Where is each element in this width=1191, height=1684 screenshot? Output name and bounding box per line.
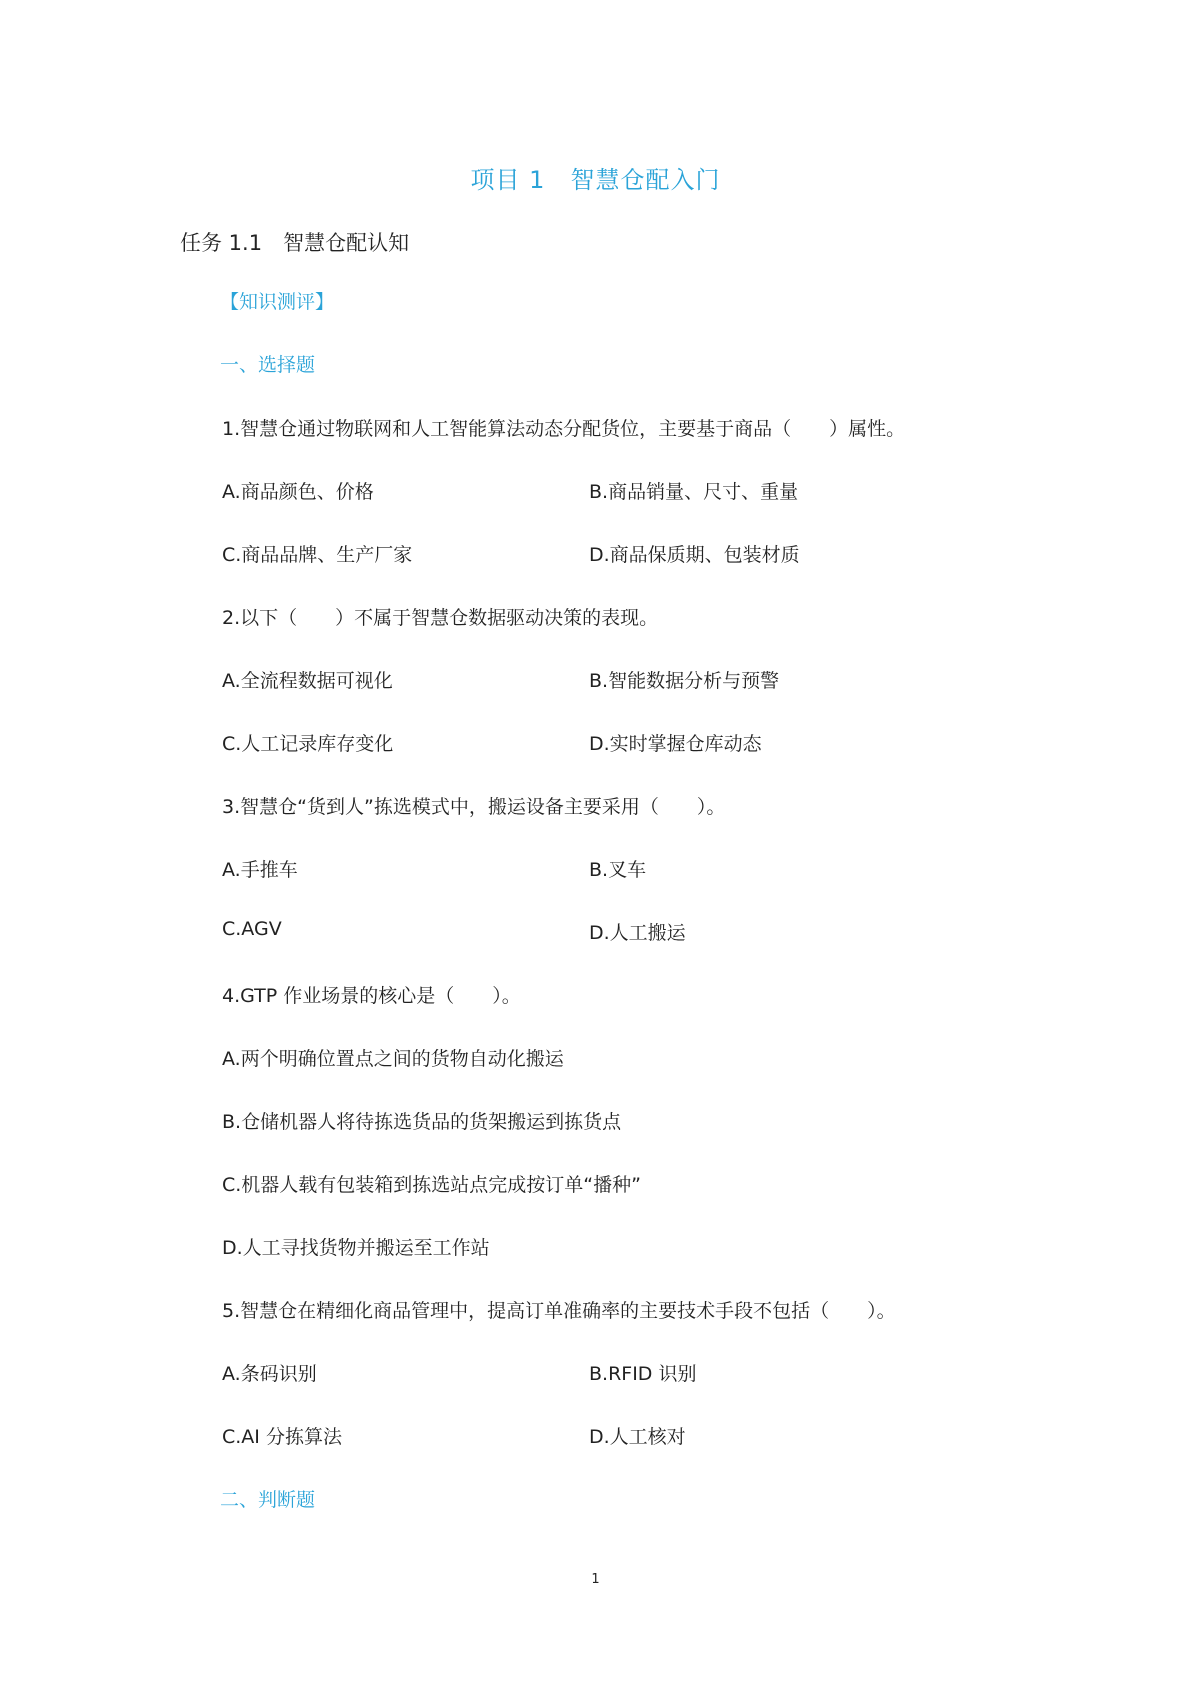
question-stem: 2.以下（ ）不属于智慧仓数据驱动决策的表现。: [222, 607, 659, 629]
question-option: C.AGV: [222, 918, 282, 940]
question-option: C.人工记录库存变化: [222, 733, 394, 755]
question-option: B.RFID 识别: [589, 1363, 697, 1385]
question-option: A.条码识别: [222, 1363, 317, 1385]
question-stem: 4.GTP 作业场景的核心是（ ）。: [222, 985, 521, 1007]
question-option: B.智能数据分析与预警: [589, 670, 780, 692]
question-option: A.全流程数据可视化: [222, 670, 393, 692]
question-option: D.人工搬运: [589, 922, 686, 944]
question-option: D.商品保质期、包装材质: [589, 544, 800, 566]
question-option: B.商品销量、尺寸、重量: [589, 481, 799, 503]
question-option: D.实时掌握仓库动态: [589, 733, 762, 755]
question-option: C.商品品牌、生产厂家: [222, 544, 413, 566]
question-option: A.手推车: [222, 859, 298, 881]
question-option: B.仓储机器人将待拣选货品的货架搬运到拣货点: [222, 1111, 622, 1133]
question-option: D.人工寻找货物并搬运至工作站: [222, 1237, 490, 1259]
question-option: C.机器人载有包装箱到拣选站点完成按订单“播种”: [222, 1174, 641, 1196]
question-stem: 1.智慧仓通过物联网和人工智能算法动态分配货位，主要基于商品（ ）属性。: [222, 418, 906, 440]
page-number: 1: [591, 1572, 600, 1587]
task-title: 任务 1.1 智慧仓配认知: [180, 231, 410, 255]
question-option: B.叉车: [589, 859, 647, 881]
question-stem: 3.智慧仓“货到人”拣选模式中，搬运设备主要采用（ ）。: [222, 796, 726, 818]
question-option: A.商品颜色、价格: [222, 481, 374, 503]
section-choice-heading: 一、选择题: [220, 354, 316, 376]
project-title: 项目 1 智慧仓配入门: [470, 166, 721, 194]
question-option: C.AI 分拣算法: [222, 1426, 342, 1448]
question-option: A.两个明确位置点之间的货物自动化搬运: [222, 1048, 564, 1070]
question-option: D.人工核对: [589, 1426, 686, 1448]
question-stem: 5.智慧仓在精细化商品管理中，提高订单准确率的主要技术手段不包括（ ）。: [222, 1300, 896, 1322]
knowledge-heading: 【知识测评】: [220, 291, 335, 313]
section-judge-heading: 二、判断题: [220, 1489, 316, 1511]
